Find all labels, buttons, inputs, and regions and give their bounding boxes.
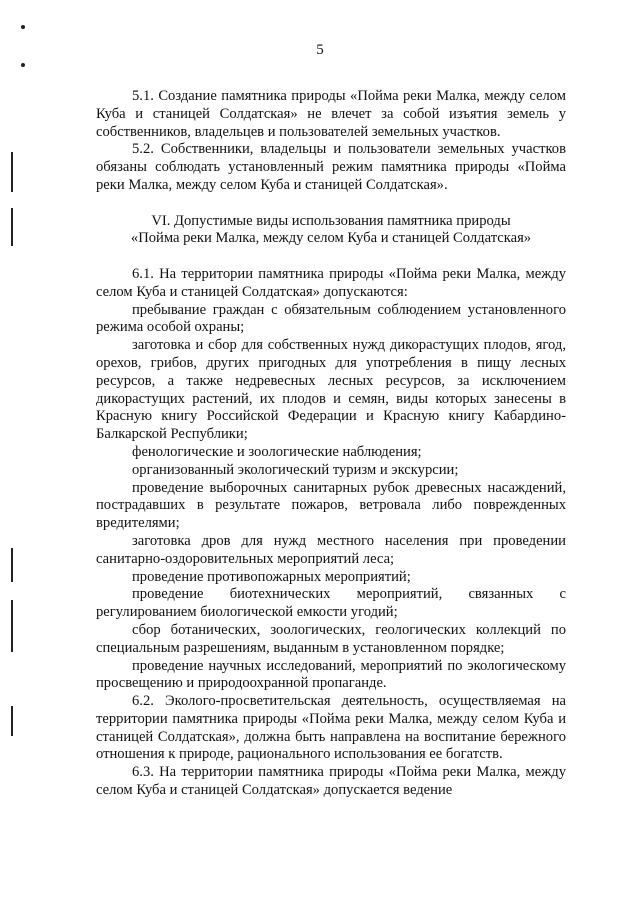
list-item: проведение противопожарных мероприятий; [132, 568, 411, 585]
scan-dot-mark [21, 25, 25, 29]
list-item: организованный экологический туризм и экскурсии; [132, 461, 459, 478]
scan-margin-mark [11, 208, 13, 246]
spacer [96, 195, 566, 213]
section-heading-line-1: VI. Допустимые виды использования памятника природы [151, 212, 511, 229]
document-body [96, 88, 566, 800]
list-item: пребывание граждан с обязательным соблюдением установленного режима особой охраны; [96, 301, 566, 336]
paragraph-6-2: 6.2. Эколого-просветительская деятельность, осуществляемая на территории памятника природы «Пойма реки Малка, между селом Куба и станицей Солдатская», должна быть направлена на воспитание бережного отношения к природе, рационального использования ее богатств. [96, 693, 566, 763]
list-item: заготовка дров для нужд местного населения при проведении санитарно-оздоровительных мероприятий леса; [96, 532, 566, 567]
list-item: сбор ботанических, зоологических, геологических коллекций по специальным разрешениям, выданным в установленном порядке; [96, 621, 566, 656]
paragraph-5-1: 5.1. Создание памятника природы «Пойма реки Малка, между селом Куба и станицей Солдатская» не влечет за собой изъятия земель у собственников, владельцев и пользователей земельных участков. [96, 88, 566, 140]
paragraph-5-2: 5.2. Собственники, владельцы и пользователи земельных участков обязаны соблюдать установленный режим памятника природы «Пойма реки Малка, между селом Куба и станицей Солдатская». [96, 141, 566, 193]
list-item: проведение выборочных санитарных рубок древесных насаждений, пострадавших в результате пожаров, ветровала либо поврежденных вредителями; [96, 479, 566, 532]
scan-margin-mark [11, 548, 13, 582]
scan-margin-mark [11, 706, 13, 736]
scan-margin-mark [11, 152, 13, 192]
spacer [96, 248, 566, 266]
list-item: проведение научных исследований, мероприятий по экологическому просвещению и природоохранной пропаганде. [96, 657, 566, 692]
page-number: 5 [316, 42, 324, 58]
paragraph-6-1: 6.1. На территории памятника природы «Пойма реки Малка, между селом Куба и станицей Солдатская» допускаются: [96, 265, 566, 300]
list-item: проведение биотехнических мероприятий, связанных с регулированием биологической емкости угодий; [96, 586, 566, 621]
list-item: фенологические и зоологические наблюдения; [132, 443, 422, 460]
section-heading-line-2: «Пойма реки Малка, между селом Куба и станицей Солдатская» [130, 230, 532, 247]
paragraph-6-3: 6.3. На территории памятника природы «Пойма реки Малка, между селом Куба и станицей Солдатская» допускается ведение [96, 764, 566, 799]
scan-margin-mark [11, 600, 13, 652]
scan-dot-mark [21, 63, 25, 67]
list-item: заготовка и сбор для собственных нужд дикорастущих плодов, ягод, орехов, грибов, других пригодных для употребления в пищу лесных ресурсов, а также недревесных лесных ресурсов, за исключением дикорастущих растений, их плодов и семян, виды которых занесены в Красную книгу Российской Федерации и Красную книгу Кабардино-Балкарской Республики; [96, 337, 566, 443]
section-heading [96, 213, 566, 249]
